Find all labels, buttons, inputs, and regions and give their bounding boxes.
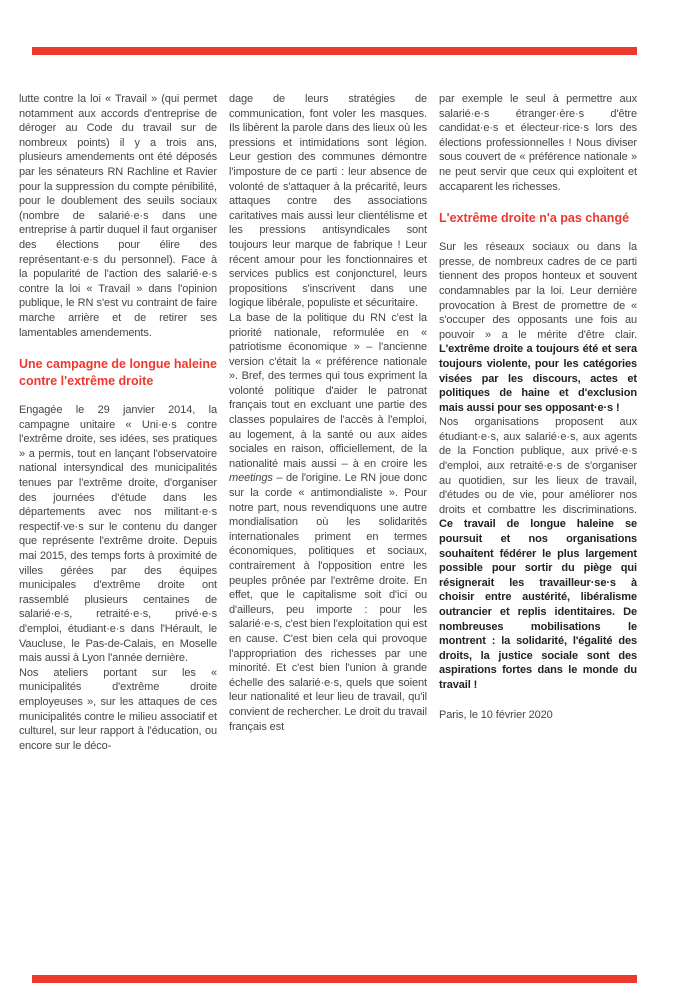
text-column-3	[439, 92, 637, 753]
paragraph	[439, 92, 637, 194]
text-column-2	[229, 92, 427, 753]
text-segment-regular: La base de la politique du RN c'est la priorité nationale, reformulée en « patriotisme économique » – l'ancienne version c'était la « préférence nationale ». Bref, des termes qui tous expriment la volonté politique d'aider le patronat français tout en excluant une partie des classes populaires de l'accès à l'emploi, au logement, à la santé ou aux aides sociales en raison, officiellement, de la nationalité mais aussi – à en croire les	[229, 311, 427, 470]
text-segment-bold: Ce travail de longue haleine se poursuit et nos organisations souhaitent fédérer le plus largement possible pour sortir du piège qui résignerait les travailleur·se·s à choisir entre austérité, libéralisme outrancier et replis identitaires. De nombreuses mobilisations le montrent : la solidarité, l'égalité des droits, la justice sociale sont des aspirations fortes dans le monde du travail !	[439, 518, 637, 691]
paragraph	[19, 666, 217, 754]
section-heading: L'extrême droite n'a pas changé	[439, 211, 630, 226]
paragraph	[439, 240, 637, 415]
paragraph	[439, 415, 637, 692]
text-segment-regular: – de l'origine. Le RN joue donc sur la corde « antimondialiste ». Pour notre part, nous revendiquons une autre mondialisation où les solidarités internationales priment en termes économiques, politiques et sociaux, contrairement à l'opposition entre les peuples prônée par l'extrême droite. En effet, que le capitalisme soit d'ici ou d'ailleurs, peu importe : pour les salarié·e·s, c'est bien l'exploitation qui est en cause. C'est bien cela qui provoque l'appropriation des richesses par une minorité. Et c'est bien l'union à grande échelle des salarié·e·s, quels que soient leur nationalité et leur lieu de travail, qu'il convient de rechercher. Le droit du travail français est	[229, 472, 427, 733]
paragraph	[19, 92, 217, 340]
paragraph	[229, 311, 427, 734]
text-segment-regular: dage de leurs stratégies de communication, font voler les masques. Ils libèrent la parole dans des lieux où les pressions et intimidations sont légion. Leur gestion des communes démontre l'imposture de ce parti : leur absence de volonté de s'attaquer à la précarité, leurs attaques contre des associations caritatives mais aussi leur clientélisme et les pressions antisyndicales sont toujours leur marque de fabrique ! Leur récent amour pour les fonctionnaires et services publics est conjoncturel, leurs propositions s'inscrivent dans une logique libérale, populiste et sécuritaire.	[229, 93, 427, 310]
text-segment-regular: lutte contre la loi « Travail » (qui permet notamment aux accords d'entreprise de déroger au Code du travail sur de nombreux points) il y a trois ans, plusieurs amendements ont été déposés par les sénateurs RN Rachline et Ravier pour la suppression du compte pénibilité, pour le doublement des seuils sociaux (nombre de salarié·e·s dans une entreprise à partir duquel il faut organiser des élections pour élire des représentant·e·s du personnel). Face à la popularité de l'action des salarié·e·s contre la loi « Travail » dans l'opinion publique, le RN s'est vu contraint de faire marche arrière et de retirer ses lamentables amendements.	[19, 93, 217, 339]
section-heading: Une campagne de longue haleine contre l'extrême droite	[19, 357, 217, 389]
top-red-rule	[32, 47, 637, 55]
paragraph	[229, 92, 427, 311]
text-segment-regular: par exemple le seul à permettre aux salarié·e·s étranger·ère·s d'être candidat·e·s et électeur·rice·s lors des élections professionnelles ! Nous diviser sous couvert de « préférence nationale » ne peut servir que ceux qui exploitent et accaparent les richesses.	[439, 93, 637, 193]
dateline: Paris, le 10 février 2020	[439, 708, 553, 721]
bottom-red-rule	[32, 975, 637, 983]
text-segment-regular: Nos organisations proposent aux étudiant·e·s, aux salarié·e·s, aux agents de la Fonction publique, aux privé·e·s d'emploi, aux retraité·e·s de s'organiser au quotidien, sur les lieux de travail, d'études ou de vie, pour améliorer nos droits et combattre les discriminations.	[439, 416, 637, 516]
text-segment-regular: Sur les réseaux sociaux ou dans la presse, de nombreux cadres de ce parti tiennent des propos honteux et souvent condamnables par la loi. Leur dernière provocation à Brest de promettre de « s'occuper des opposants une fois au pouvoir » a le mérite d'être clair.	[439, 241, 637, 341]
text-column-1	[19, 92, 217, 753]
article-body	[19, 92, 637, 753]
paragraph	[19, 403, 217, 666]
text-segment-italic: meetings	[229, 472, 273, 485]
text-segment-bold: L'extrême droite a toujours été et sera toujours violente, pour les catégories visées par les discours, actes et politiques de haine et d'exclusion mais aussi pour ses opposant·e·s !	[439, 343, 637, 414]
text-segment-regular: Nos ateliers portant sur les « municipalités d'extrême droite employeuses », sur les attaques de ces municipalités contre le milieu associatif et culturel, sur leur rapport à l'éducation, ou encore sur le déco-	[19, 666, 217, 752]
text-segment-regular: Engagée le 29 janvier 2014, la campagne unitaire « Uni·e·s contre l'extrême droite, ses idées, ses pratiques » a permis, tout en lançant l'observatoire national intersyndical des municipalités tenues par l'extrême droite, d'organiser des journées d'étude dans les départements avec nos militant·e·s respectif·ve·s sur le contenu du danger que représente l'extrême droite. Depuis mai 2015, des temps forts à proximité de villes gérées par des équipes municipales d'extrême droite ont rassemblé plusieurs centaines de salarié·e·s, retraité·e·s, privé·e·s d'emploi, étudiant·e·s dans l'Hérault, le Vaucluse, le Pas-de-Calais, en Moselle mais aussi à Lyon l'année dernière.	[19, 404, 217, 665]
